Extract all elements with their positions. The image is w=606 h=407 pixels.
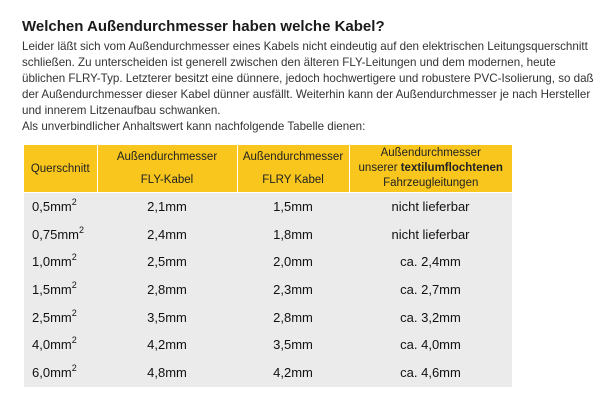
- querschnitt-unit: mm: [50, 337, 72, 353]
- cell-querschnitt: [24, 331, 97, 359]
- querschnitt-unit: mm: [50, 365, 72, 381]
- table-row: [24, 331, 512, 359]
- querschnitt-unit: mm: [50, 282, 72, 298]
- cell-flry: 4,2mm: [237, 359, 349, 387]
- cell-textil: nicht lieferbar: [349, 221, 512, 249]
- cell-fly: 4,8mm: [97, 359, 237, 387]
- cell-fly: 2,5mm: [97, 248, 237, 276]
- header-textil-line3: Fahrzeugleitungen: [383, 177, 479, 189]
- header-flry: [237, 145, 349, 193]
- cell-fly: 2,1mm: [97, 193, 237, 221]
- cell-querschnitt: [24, 276, 97, 304]
- cell-textil: ca. 2,7mm: [349, 276, 512, 304]
- header-flry-top: Außendurchmesser: [242, 151, 344, 163]
- querschnitt-value: 1,5: [32, 282, 51, 298]
- cell-flry: 1,5mm: [237, 193, 349, 221]
- intro-paragraph: Leider läßt sich vom Außendurchmesser eines Kabels nicht eindeutig auf den elektrischen Leitungsquerschnitt schließen. Zu unterscheiden ist generell zwischen den älteren FLY-Leitungen und dem modernen, heute üblichen FLRY-Typ. Letzterer besitzt eine dünnere, jedoch hochwertigere und robustere PVC-Isolierung, so daß der Außendurchmesser dieser Kabel dünner ausfällt. Weiterhin kann der Außendurchmesser je nach Hersteller und innerem Litzenaufbau schwanken.: [22, 40, 594, 117]
- table-row: [24, 193, 512, 221]
- header-fly-top: Außendurchmesser: [116, 151, 218, 163]
- querschnitt-unit-exponent: 2: [71, 197, 77, 208]
- cell-fly: 3,5mm: [97, 303, 237, 331]
- cell-flry: 2,8mm: [237, 303, 349, 331]
- table-row: [24, 303, 512, 331]
- cell-fly: 2,8mm: [97, 276, 237, 304]
- querschnitt-value: 4,0: [32, 337, 51, 353]
- header-querschnitt: [24, 145, 97, 193]
- header-flry-bottom: FLRY Kabel: [262, 174, 324, 186]
- table-row: [24, 248, 512, 276]
- header-textil-line1: Außendurchmesser: [380, 147, 481, 159]
- cell-flry: 1,8mm: [237, 221, 349, 249]
- querschnitt-unit-exponent: 2: [78, 224, 84, 235]
- querschnitt-value: 2,5: [32, 309, 51, 325]
- cell-fly: 2,4mm: [97, 221, 237, 249]
- cell-flry: 3,5mm: [237, 331, 349, 359]
- table-row: [24, 276, 512, 304]
- header-textil: [349, 145, 512, 193]
- intro-lead-in: Als unverbindlicher Anhaltswert kann nachfolgende Tabelle dienen:: [22, 119, 366, 133]
- cell-querschnitt: [24, 193, 97, 221]
- cell-flry: 2,3mm: [237, 276, 349, 304]
- cable-diameter-table: [24, 145, 512, 387]
- header-fly-bottom: FLY-Kabel: [140, 174, 194, 186]
- cell-textil: ca. 4,6mm: [349, 359, 512, 387]
- cell-flry: 2,0mm: [237, 248, 349, 276]
- table-header-row: [24, 145, 512, 193]
- querschnitt-unit-exponent: 2: [71, 307, 77, 318]
- querschnitt-unit: mm: [57, 226, 79, 242]
- header-textil-line2-pre: unserer: [358, 162, 401, 174]
- querschnitt-value: 6,0: [32, 365, 51, 381]
- cell-textil: ca. 4,0mm: [349, 331, 512, 359]
- header-textil-line2: [352, 161, 511, 176]
- table-body: [24, 193, 512, 387]
- table-row: [24, 221, 512, 249]
- page-title: Welchen Außendurchmesser haben welche Kabel?: [22, 18, 385, 36]
- cell-fly: 4,2mm: [97, 331, 237, 359]
- querschnitt-unit-exponent: 2: [71, 335, 77, 346]
- cell-querschnitt: [24, 359, 97, 387]
- querschnitt-value: 1,0: [32, 254, 51, 270]
- querschnitt-unit: mm: [50, 309, 72, 325]
- cell-textil: ca. 3,2mm: [349, 303, 512, 331]
- cell-querschnitt: [24, 221, 97, 249]
- querschnitt-unit: mm: [50, 199, 72, 215]
- querschnitt-unit-exponent: 2: [71, 363, 77, 374]
- intro-text: [22, 39, 597, 134]
- header-fly: [97, 145, 237, 193]
- table-row: [24, 359, 512, 387]
- header-textil-line2-bold: textilumflochtenen: [400, 162, 503, 174]
- querschnitt-unit: mm: [50, 254, 72, 270]
- cell-textil: nicht lieferbar: [349, 193, 512, 221]
- querschnitt-unit-exponent: 2: [71, 280, 77, 291]
- cell-querschnitt: [24, 303, 97, 331]
- querschnitt-value: 0,75: [32, 226, 58, 242]
- cell-querschnitt: [24, 248, 97, 276]
- header-querschnitt-label: Querschnitt: [30, 162, 90, 175]
- cell-textil: ca. 2,4mm: [349, 248, 512, 276]
- querschnitt-value: 0,5: [32, 199, 51, 215]
- querschnitt-unit-exponent: 2: [71, 252, 77, 263]
